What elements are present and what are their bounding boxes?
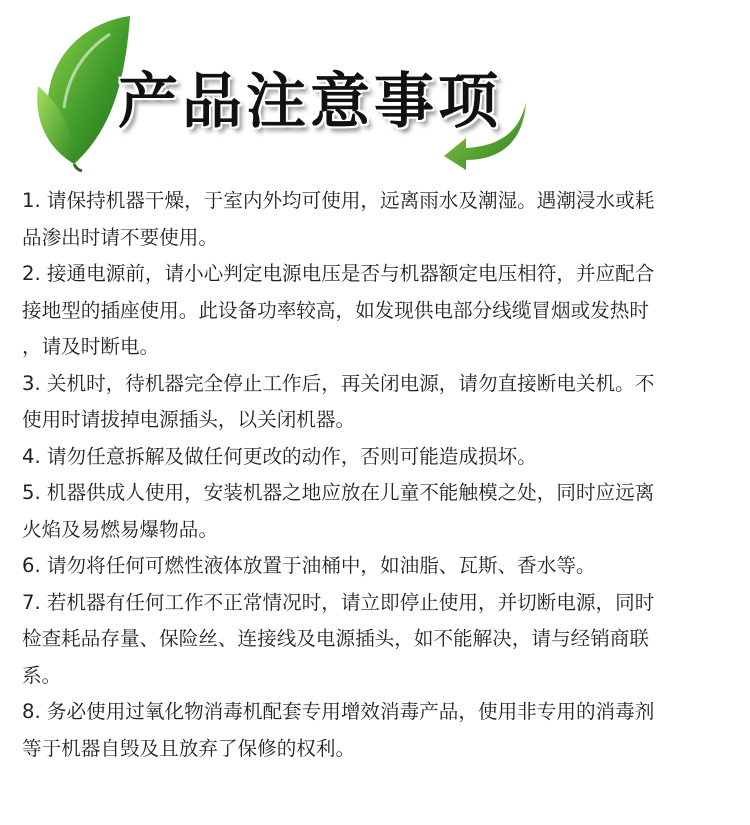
- header: [0, 0, 750, 175]
- curved-arrow-icon: [440, 100, 530, 170]
- note-item-4: 4. 请勿任意拆解及做任何更改的动作，否则可能造成损坏。: [22, 444, 537, 468]
- note-item-6: 6. 请勿将任何可燃性液体放置于油桶中，如油脂、瓦斯、香水等。: [22, 554, 596, 577]
- page-title: 产品注意事项: [118, 67, 502, 137]
- note-item-7: 7. 若机器有任何工作不正常情况时，请立即停止使用，并切断电源，同时 检查耗品存量、保险丝、连接线及电源插头，如不能解决，请与经销商联 系。: [22, 590, 655, 687]
- note-item-5: 5. 机器供成人使用，安装机器之地应放在儿童不能触模之处，同时应远离 火焰及易燃易爆物品。: [22, 481, 655, 541]
- note-item-2: 2. 接通电源前，请小心判定电源电压是否与机器额定电压相符，并应配合 接地型的插座使用。此设备功率较高，如发现供电部分线缆冒烟或发热时 ，请及时断电。: [22, 262, 655, 358]
- notes-list: [22, 183, 728, 767]
- note-item-3: 3. 关机时，待机器完全停止工作后，再关闭电源，请勿直接断电关机。不 使用时请拔掉电源插头，以关闭机器。: [22, 371, 655, 431]
- note-item-1: 1. 请保持机器干燥，于室内外均可使用，远离雨水及潮湿。遇潮浸水或耗 品渗出时请不要使用。: [22, 189, 655, 249]
- note-item-8: 8. 务必使用过氧化物消毒机配套专用增效消毒产品，使用非专用的消毒剂 等于机器自毁及且放弃了保修的权利。: [22, 700, 655, 760]
